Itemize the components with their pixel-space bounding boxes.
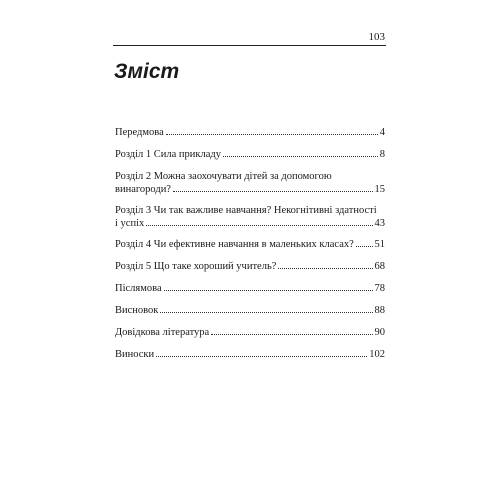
toc-dot-leader bbox=[223, 156, 378, 157]
toc-entry-page: 78 bbox=[374, 283, 385, 294]
toc-entry-page: 88 bbox=[374, 305, 385, 316]
toc-entry-chapter-5[interactable] bbox=[115, 260, 385, 273]
toc-entry-chapter-2[interactable] bbox=[115, 170, 385, 196]
toc-entry-chapter-4[interactable] bbox=[115, 238, 385, 251]
toc-entry-page: 4 bbox=[379, 127, 385, 138]
toc-entry-title: Передмова bbox=[115, 127, 164, 138]
toc-entry-title: Розділ 1 Сила прикладу bbox=[115, 149, 222, 160]
toc-entry-title: Висновок bbox=[115, 305, 159, 316]
toc-entry-title-line-1: Розділ 2 Можна заохочувати дітей за допомогою bbox=[115, 171, 332, 182]
toc-line bbox=[115, 282, 385, 295]
toc-line bbox=[115, 260, 385, 273]
toc-entry-page: 8 bbox=[379, 149, 385, 160]
toc-line bbox=[115, 348, 385, 361]
toc-line bbox=[115, 326, 385, 339]
toc-entry-page: 51 bbox=[374, 239, 385, 250]
toc-dot-leader bbox=[146, 225, 372, 226]
toc-entry-title: Виноски bbox=[115, 349, 155, 360]
toc-entry-title: Післямова bbox=[115, 283, 162, 294]
toc-entry-page: 90 bbox=[374, 327, 385, 338]
header-rule bbox=[113, 45, 386, 46]
toc-dot-leader bbox=[278, 268, 372, 269]
toc-entry-afterword[interactable] bbox=[115, 282, 385, 295]
table-of-contents bbox=[115, 126, 385, 370]
toc-dot-leader bbox=[164, 290, 373, 291]
toc-entry-chapter-3[interactable] bbox=[115, 204, 385, 230]
toc-dot-leader bbox=[160, 312, 372, 313]
toc-entry-chapter-1[interactable] bbox=[115, 148, 385, 161]
toc-dot-leader bbox=[173, 191, 373, 192]
page-title: Зміст bbox=[114, 60, 180, 83]
toc-line bbox=[115, 238, 385, 251]
toc-entry-page: 15 bbox=[374, 184, 385, 195]
toc-entry-title: Розділ 4 Чи ефективне навчання в маленьких класах? bbox=[115, 239, 354, 250]
toc-entry-title: Розділ 5 Що таке хороший учитель? bbox=[115, 261, 277, 272]
toc-line bbox=[115, 183, 385, 196]
toc-entry-page: 68 bbox=[374, 261, 385, 272]
toc-line bbox=[115, 304, 385, 317]
toc-entry-references[interactable] bbox=[115, 326, 385, 339]
toc-entry-conclusion[interactable] bbox=[115, 304, 385, 317]
toc-entry-title-line-2: винагороди? bbox=[115, 184, 171, 195]
toc-dot-leader bbox=[166, 134, 378, 135]
toc-entry-page: 43 bbox=[374, 218, 385, 229]
toc-line bbox=[115, 148, 385, 161]
toc-entry-title: Довідкова література bbox=[115, 327, 210, 338]
toc-dot-leader bbox=[211, 334, 372, 335]
toc-dot-leader bbox=[356, 246, 373, 247]
toc-dot-leader bbox=[156, 356, 367, 357]
toc-entry-title-line-1: Розділ 3 Чи так важливе навчання? Некогнітивні здатності bbox=[115, 205, 377, 216]
toc-entry-notes[interactable] bbox=[115, 348, 385, 361]
toc-line bbox=[115, 217, 385, 230]
page-number: 103 bbox=[368, 31, 385, 43]
toc-entry-page: 102 bbox=[369, 349, 385, 360]
toc-line bbox=[115, 126, 385, 139]
toc-entry-title-line-2: і успіх bbox=[115, 218, 145, 229]
toc-entry-foreword[interactable] bbox=[115, 126, 385, 139]
